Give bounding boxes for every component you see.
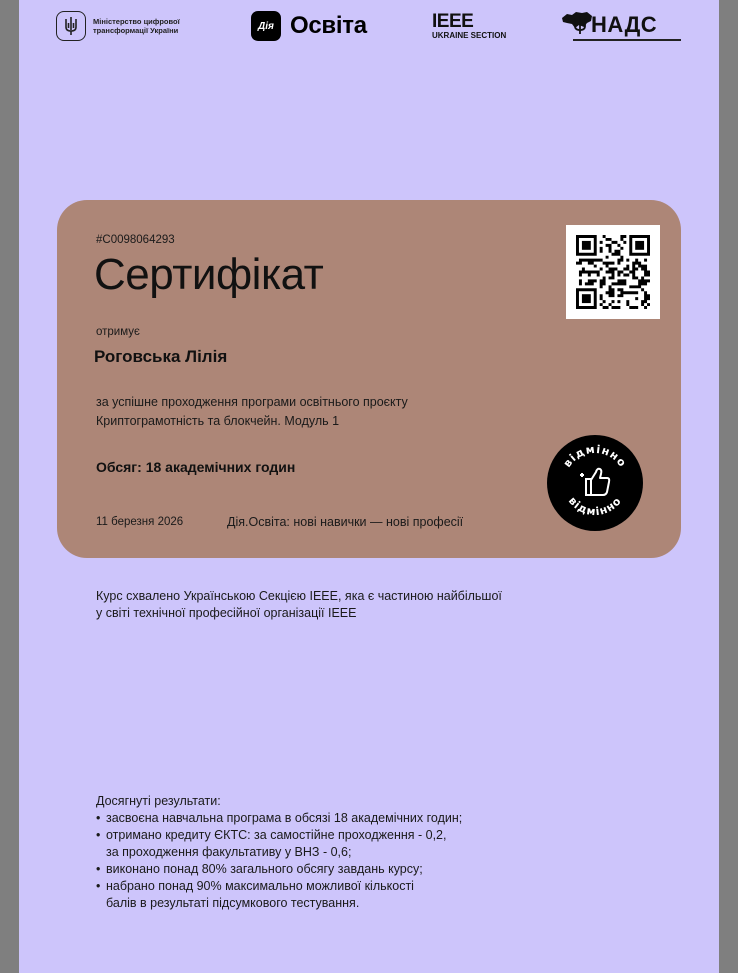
list-item: • набрано понад 90% максимально можливої кількості балів в результаті підсумкового тестування. (106, 878, 576, 912)
trident-icon (573, 15, 587, 35)
nads-underline (573, 39, 681, 41)
certificate-card (57, 200, 681, 558)
nads-logo (573, 12, 681, 41)
list-item: • засвоєна навчальна програма в обсязі 18 академічних годин; (106, 810, 576, 827)
ieee-note-line-2: у світі технічної професійної організації IEEE (96, 606, 357, 620)
logo-row (19, 0, 719, 60)
results-list (96, 810, 576, 912)
course-volume: Обсяг: 18 академічних годин (96, 459, 296, 475)
trident-icon (56, 11, 86, 41)
ministry-logo (56, 11, 203, 41)
badge-text-top: відмінно (560, 442, 630, 470)
ieee-approval-note (96, 588, 596, 622)
description-line-2: Криптограмотність та блокчейн. Модуль 1 (96, 414, 340, 428)
diia-slogan: Дія.Освіта: нові навички — нові професії (227, 515, 464, 529)
description-line-1: за успішне проходження програми освітнього проєкту (96, 395, 408, 409)
qr-code-icon (576, 235, 650, 309)
diia-osvita-logo (251, 11, 367, 41)
nads-wordmark: НАДС (591, 12, 658, 37)
qr-code[interactable] (566, 225, 660, 319)
results-title: Досягнуті результати: (96, 794, 221, 808)
recipient-name: Роговська Лілія (94, 347, 228, 366)
diia-icon: Дія (251, 11, 281, 41)
program-description (96, 393, 536, 431)
badge-text-bottom: відмінно (565, 494, 625, 519)
certificate-title: Сертифікат (94, 250, 324, 299)
issue-date: 11 березня 2026 (96, 516, 184, 528)
certificate-id: #C0098064293 (96, 234, 175, 246)
achieved-results (96, 793, 576, 912)
receives-label: отримує (96, 326, 140, 338)
ieee-section-label: UKRAINE SECTION (432, 31, 507, 40)
list-item: • виконано понад 80% загального обсягу завдань курсу; (106, 861, 576, 878)
list-item: • отримано кредиту ЄКТС: за самостійне проходження - 0,2, за проходження факультативу у ВНЗ - 0,6; (106, 827, 576, 861)
certificate-page (19, 0, 719, 973)
ieee-wordmark: IEEE (432, 11, 474, 32)
excellent-badge (547, 435, 643, 531)
ieee-note-line-1: Курс схвалено Українською Секцією IEEE, яка є частиною найбільшої (96, 589, 502, 603)
ieee-ukraine-logo (432, 12, 506, 41)
ministry-name: Міністерство цифрової трансформації України (93, 17, 180, 35)
osvita-wordmark: Освіта (290, 12, 367, 39)
